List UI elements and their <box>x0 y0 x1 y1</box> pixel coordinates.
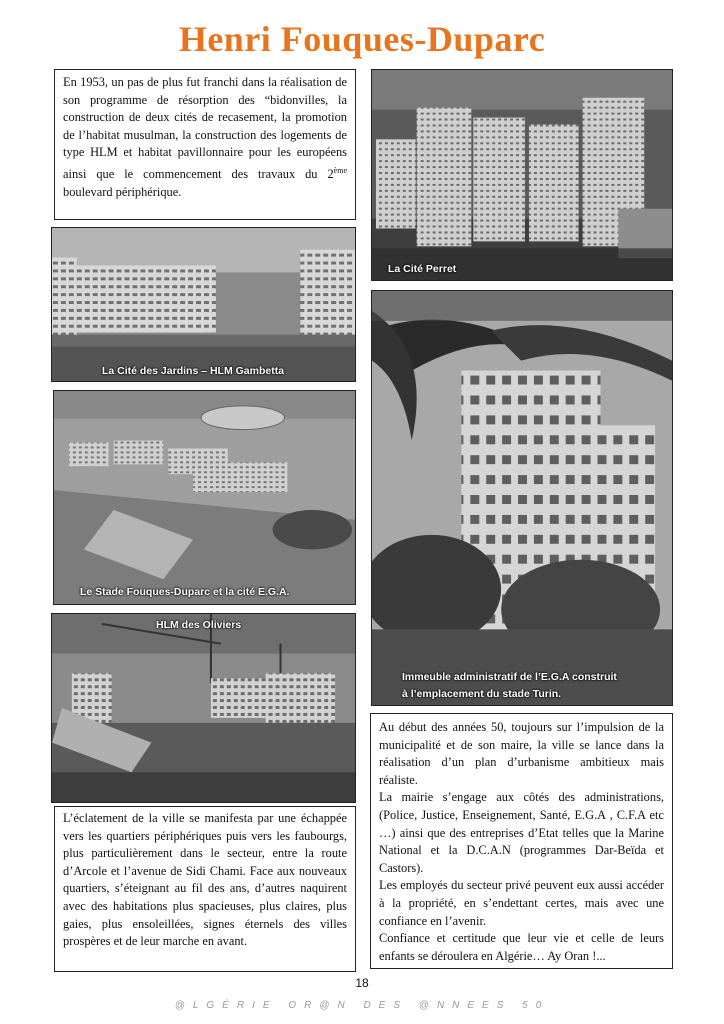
right-text-paragraph: La mairie s’engage aux côtés des administrations, (Police, Justice, Enseignement, Santé, E.G.A , C.F.A etc …) ainsi que des entreprises d’Etat telles que la Marine National et la D.C.A.N (programmes Dar-Beïda et Castors). <box>379 790 664 875</box>
intro-text-superscript: ème <box>333 165 347 175</box>
left-text-paragraph: L’éclatement de la ville se manifesta par une échappée vers les quartiers périphériques puis vers les faubourgs, plus particulièrement dans le secteur, entre la route d’Arcole et l’avenue de Sidi Chami. Face aux nouveaux quartiers, s’éteignant au fil des ans, d’autres naquirent avec des habitations plus spacieuses, plus claires, plus gaies, plus ensoleillées, signes éternels des villes prospères et de leur marche en avant. <box>63 811 347 949</box>
caption-cite-perret: La Cité Perret <box>388 263 457 275</box>
footer-text: @LGÉRIE OR@N DES @NNEES 50 <box>174 1000 550 1011</box>
right-text-paragraph: Au début des années 50, toujours sur l’impulsion de la municipalité et de son maire, la ville se lance dans la réalisation d’un plan d’urbanisme ambitieux mais réaliste. <box>379 720 664 787</box>
photo-cite-jardins-image <box>52 228 355 381</box>
left-text-box <box>54 806 356 972</box>
photo-cite-perret <box>371 69 673 281</box>
photo-ega-building-image <box>372 291 672 705</box>
right-text-paragraph: Confiance et certitude que leur vie et celle de leurs enfants se déroulera en Algérie… Ay Oran !... <box>379 931 664 963</box>
page-title: Henri Fouques-Duparc <box>178 19 546 59</box>
caption-oliviers: HLM des Oliviers <box>156 619 242 631</box>
intro-text-part: En 1953, un pas de plus fut franchi dans la réalisation de son programme de résorption des “bidonvilles, la construction de deux cités de recasement, la promotion de l’habitat musulman, la construction des logements de type HLM et habitat pavillonnaire pour les européens ainsi que le commencement des travaux du 2 <box>63 75 347 182</box>
caption-cite-jardins: La Cité des Jardins – HLM Gambetta <box>102 365 285 377</box>
photo-oliviers <box>51 613 356 803</box>
caption-stade: Le Stade Fouques-Duparc et la cité E.G.A. <box>80 586 290 598</box>
caption-ega-line1: Immeuble administratif de l’E.G.A construit <box>402 671 617 683</box>
photo-stade-image <box>54 391 355 604</box>
intro-text-box <box>54 69 356 220</box>
photo-ega-building <box>371 290 673 706</box>
photo-cite-jardins <box>51 227 356 382</box>
photo-stade <box>53 390 356 605</box>
page-number: 18 <box>355 976 369 990</box>
photo-cite-perret-image <box>372 70 672 280</box>
photo-oliviers-image <box>52 614 355 802</box>
intro-paragraph <box>63 74 347 201</box>
right-text-paragraph: Les employés du secteur privé peuvent eux aussi accéder à la propriété, en s’endettant certes, mais avec une confiance en l’avenir. <box>379 878 664 928</box>
intro-text-part: boulevard périphérique. <box>63 184 182 199</box>
right-text-box <box>370 713 673 969</box>
caption-ega-line2: à l’emplacement du stade Turin. <box>402 688 562 700</box>
